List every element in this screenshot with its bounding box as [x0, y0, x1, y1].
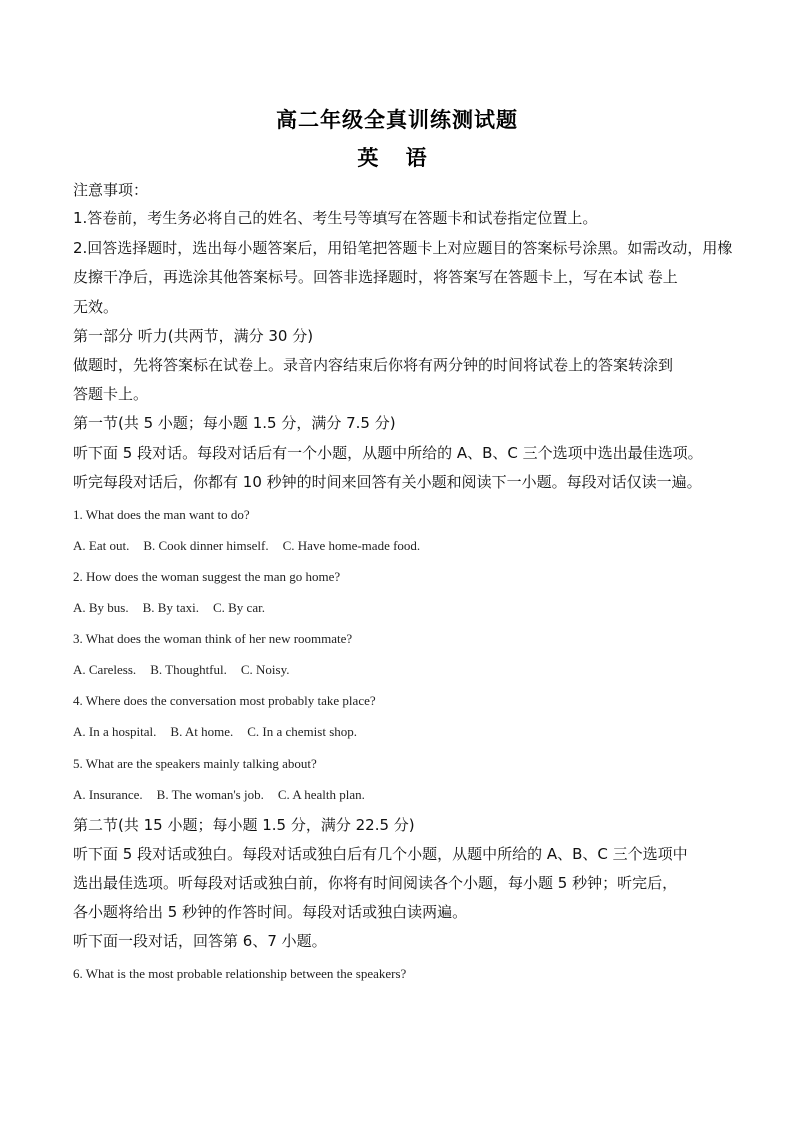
question-2: 2. How does the woman suggest the man go home? — [73, 569, 341, 584]
question-5: 5. What are the speakers mainly talking about? — [73, 756, 317, 771]
option-c: C. A health plan. — [277, 787, 365, 802]
question-6: 6. What is the most probable relationship between the speakers? — [73, 966, 407, 981]
question-1-options — [73, 537, 434, 555]
question-2-options — [73, 599, 279, 617]
notice-item-2-line-3: 无效。 — [73, 298, 119, 316]
notice-item-1: 1.答卷前，考生务必将自己的姓名、考生号等填写在答题卡和试卷指定位置上。 — [73, 209, 598, 227]
option-a: A. By bus. — [73, 600, 129, 615]
section1-instruction-line-2: 听完每段对话后，你都有 10 秒钟的时间来回答有关小题和阅读下一小题。每段对话仅读一遍。 — [73, 473, 702, 491]
option-a: A. Careless. — [73, 662, 137, 677]
section2-instruction-line-3: 各小题将给出 5 秒钟的作答时间。每段对话或独白读两遍。 — [73, 903, 468, 921]
option-b: B. Thoughtful. — [150, 662, 227, 677]
notice-item-2-line-1: 2.回答选择题时，选出每小题答案后，用铅笔把答题卡上对应题目的答案标号涂黑。如需改动，用橡 — [73, 239, 733, 257]
section2-instruction-line-2: 选出最佳选项。听每段对话或独白前，你将有时间阅读各个小题，每小题 5 秒钟；听完后， — [73, 874, 678, 892]
option-c: C. Noisy. — [240, 662, 290, 677]
option-c: C. Have home-made food. — [282, 538, 421, 553]
notice-item-2-line-2: 皮擦干净后，再选涂其他答案标号。回答非选择题时，将答案写在答题卡上，写在本试 卷上 — [73, 268, 678, 286]
part1-heading: 第一部分 听力(共两节，满分 30 分) — [73, 327, 314, 345]
question-5-options — [73, 786, 379, 804]
option-a: A. In a hospital. — [73, 724, 157, 739]
option-c: C. By car. — [212, 600, 265, 615]
option-a: A. Eat out. — [73, 538, 130, 553]
question-1: 1. What does the man want to do? — [73, 507, 250, 522]
part1-instruction-line-1: 做题时，先将答案标在试卷上。录音内容结束后你将有两分钟的时间将试卷上的答案转涂到 — [73, 356, 674, 374]
section2-instruction-line-1: 听下面 5 段对话或独白。每段对话或独白后有几个小题，从题中所给的 A、B、C 三个选项中 — [73, 845, 688, 863]
question-4: 4. Where does the conversation most probably take place? — [73, 693, 376, 708]
option-b: B. Cook dinner himself. — [143, 538, 269, 553]
exam-subject: 英 语 — [357, 146, 437, 170]
section2-heading: 第二节(共 15 小题；每小题 1.5 分，满分 22.5 分) — [73, 816, 415, 834]
question-4-options — [73, 723, 371, 741]
exam-title: 高二年级全真训练测试题 — [276, 108, 518, 132]
option-b: B. The woman's job. — [156, 787, 264, 802]
section1-heading: 第一节(共 5 小题；每小题 1.5 分，满分 7.5 分) — [73, 414, 396, 432]
question-3: 3. What does the woman think of her new roommate? — [73, 631, 353, 646]
section1-instruction-line-1: 听下面 5 段对话。每段对话后有一个小题，从题中所给的 A、B、C 三个选项中选出最佳选项。 — [73, 444, 703, 462]
option-b: B. At home. — [170, 724, 234, 739]
part1-instruction-line-2: 答题卡上。 — [73, 385, 149, 403]
option-b: B. By taxi. — [142, 600, 199, 615]
option-a: A. Insurance. — [73, 787, 143, 802]
option-c: C. In a chemist shop. — [247, 724, 358, 739]
question-3-options — [73, 661, 304, 679]
section2-sub-instruction: 听下面一段对话，回答第 6、7 小题。 — [73, 932, 327, 950]
notice-heading: 注意事项： — [73, 181, 149, 199]
